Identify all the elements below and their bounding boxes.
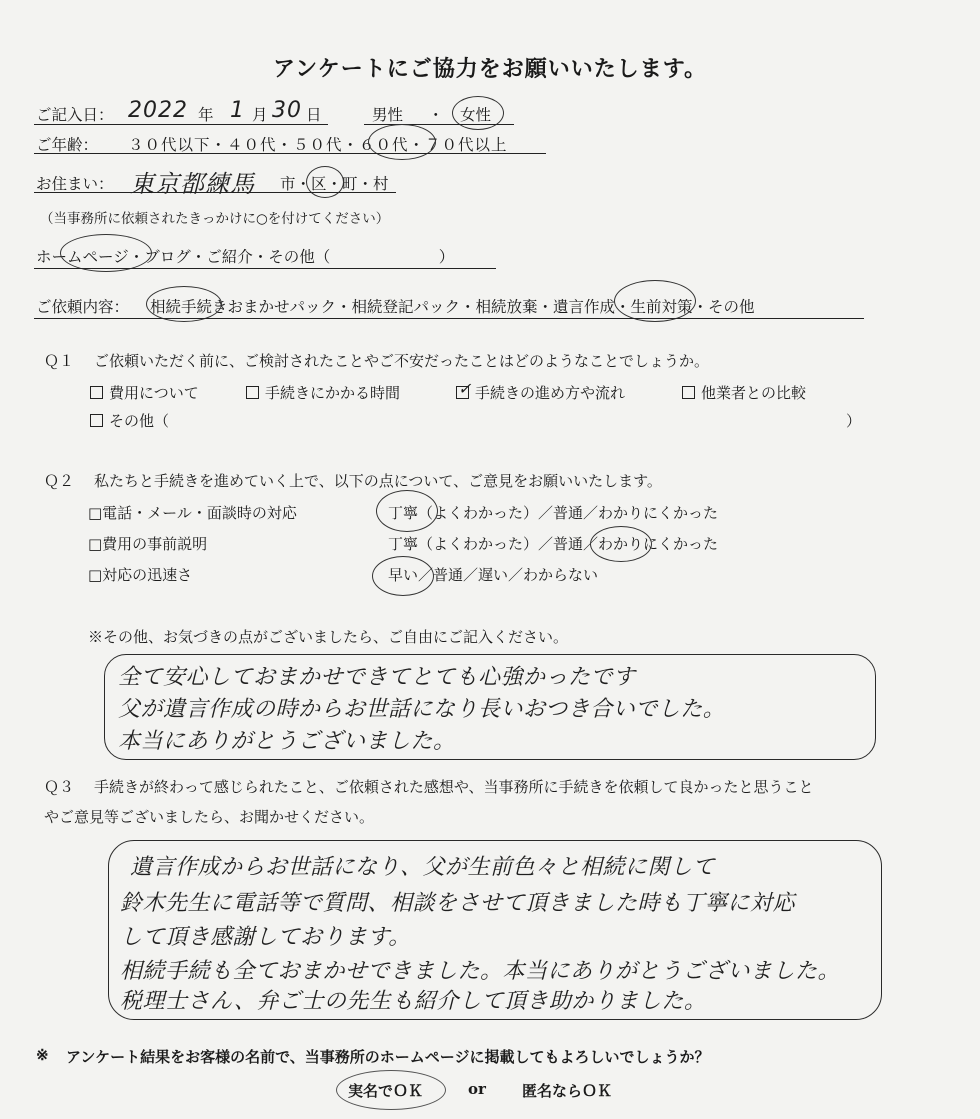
q3-answer-line: して頂き感謝しております。	[120, 925, 411, 950]
q1-other-label: その他（	[109, 412, 170, 430]
homepage-circle	[60, 234, 152, 272]
footer-or: or	[468, 1080, 486, 1098]
trigger-note: （当事務所に依頼されたきっかけに○を付けてください）	[40, 211, 390, 227]
gender-male: 男性	[372, 106, 404, 124]
residence-label: お住まい：	[36, 175, 114, 193]
age-options: ３０代以下・４０代・５０代・６０代・７０代以上	[128, 136, 508, 154]
will-creation-circle	[614, 280, 696, 322]
q3-answer-line: 鈴木先生に電話等で質問、相談をさせて頂きました時も丁寧に対応	[120, 891, 796, 916]
gender-sep: ・	[428, 106, 444, 124]
date-day-unit: 日	[306, 106, 322, 124]
q2-row-speed-answer: 早い／普通／遅い／わからない	[388, 566, 599, 584]
q1-option-cost[interactable]	[90, 382, 199, 403]
q2-row-cost-answer: 丁寧（よくわかった）／普通／わかりにくかった	[388, 535, 719, 553]
age-label: ご年齢：	[36, 136, 99, 154]
q3-answer-line: 遺言作成からお世話になり、父が生前色々と相続に関して	[130, 855, 716, 880]
checkbox[interactable]	[90, 386, 103, 399]
inheritance-pack-circle	[146, 286, 222, 322]
q1-question: ご依頼いただく前に、ご検討されたことやご不安だったことはどのようなことでしょうか。	[94, 352, 710, 370]
q2-row-contact: □電話・メール・面談時の対応	[88, 504, 297, 522]
q1-other-close: ）	[846, 412, 862, 430]
polite-circle	[376, 490, 438, 532]
checkbox[interactable]	[682, 386, 695, 399]
q2-comment-line: 全て安心しておまかせできてとても心強かったです	[118, 665, 636, 690]
q2-number: Ｑ２	[44, 472, 75, 490]
trigger-underline	[34, 268, 496, 269]
q2-comment-prompt: ※その他、お気づきの点がございましたら、ご自由にご記入ください。	[88, 628, 569, 646]
q1-option-time[interactable]	[246, 382, 400, 403]
footer-note-mark: ※	[36, 1046, 49, 1064]
q2-row-speed: □対応の迅速さ	[88, 566, 193, 584]
q1-option-process[interactable]	[456, 379, 626, 403]
q1-option-label: 費用について	[109, 384, 199, 402]
age-underline	[34, 153, 546, 154]
footer-real-name-ok[interactable]: 実名でＯＫ	[348, 1082, 424, 1100]
ward-circle	[306, 166, 344, 198]
q2-question: 私たちと手続きを進めていく上で、以下の点について、ご意見をお願いいたします。	[94, 472, 662, 490]
q2-row-contact-answer: 丁寧（よくわかった）／普通／わかりにくかった	[388, 504, 719, 522]
q3-answer-line: 税理士さん、弁ご士の先生も紹介して頂き助かりました。	[120, 989, 707, 1014]
age-60s-circle	[368, 124, 436, 160]
footer-anonymous-ok[interactable]: 匿名ならＯＫ	[522, 1082, 613, 1100]
q1-number: Ｑ１	[44, 352, 75, 370]
residence-handwritten: 東京都練馬	[130, 170, 255, 198]
request-underline	[34, 318, 864, 319]
page-title: アンケートにご協力をお願いいたします。	[273, 56, 707, 82]
check-mark-icon: ✓	[458, 379, 472, 398]
checkbox-checked[interactable]	[456, 379, 472, 399]
q3-answer-line: 相続手続も全ておまかせできました。本当にありがとうございました。	[120, 959, 841, 984]
date-year-unit: 年	[198, 106, 214, 124]
date-label: ご記入日：	[36, 106, 114, 124]
residence-options: 市・区・町・村	[280, 175, 389, 193]
date-month-unit: 月	[252, 106, 268, 124]
real-name-circle	[336, 1070, 446, 1110]
trigger-options: ホームページ・ブログ・ご紹介・その他（ ）	[36, 248, 455, 266]
date-month: 1	[230, 98, 245, 123]
checkbox[interactable]	[90, 414, 103, 427]
request-label: ご依頼内容：	[36, 298, 130, 316]
q2-comment-line: 父が遺言作成の時からお世話になり長いおつき合いでした。	[118, 697, 726, 722]
q3-question-line1: 手続きが終わって感じられたこと、ご依頼された感想や、当事務所に手続きを依頼して良かったと思うこと	[94, 778, 814, 796]
q2-comment-line: 本当にありがとうございました。	[118, 729, 456, 754]
q1-option-compare[interactable]	[682, 382, 806, 403]
fast-circle	[372, 556, 434, 596]
q3-number: Ｑ３	[44, 778, 75, 796]
checkbox[interactable]	[246, 386, 259, 399]
q1-option-other[interactable]	[90, 410, 169, 431]
date-day: 30	[272, 98, 302, 123]
q2-row-cost: □費用の事前説明	[88, 535, 208, 553]
footer-note: アンケート結果をお客様の名前で、当事務所のホームページに掲載してもよろしいでしょうか？	[66, 1048, 710, 1066]
q1-option-label: 他業者との比較	[701, 384, 807, 402]
q1-option-label: 手続きにかかる時間	[265, 384, 401, 402]
residence-underline	[34, 192, 396, 193]
request-options: 相続手続きおまかせパック・相続登記パック・相続放棄・遺言作成・生前対策・その他	[150, 298, 755, 316]
date-underline	[34, 124, 328, 125]
q3-question-line2: やご意見等ございましたら、お聞かせください。	[44, 808, 375, 826]
q1-option-label: 手続きの進め方や流れ	[475, 384, 626, 402]
normal-circle	[590, 526, 652, 562]
date-year: 2022	[128, 98, 188, 123]
gender-female: 女性	[460, 106, 492, 124]
